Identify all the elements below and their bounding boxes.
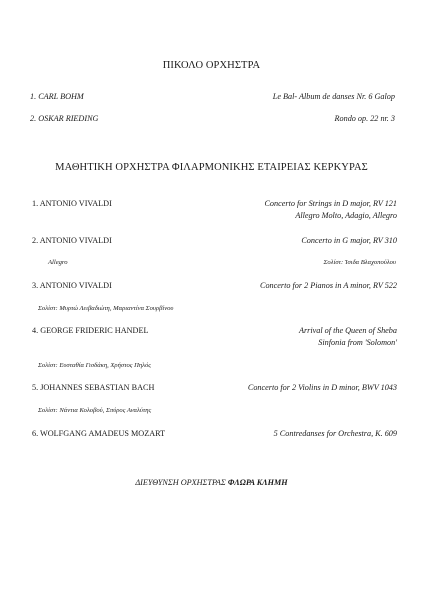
work-title: Rondo op. 22 nr. 3 — [334, 114, 395, 123]
composer-name: 2. ANTONIO VIVALDI — [32, 236, 112, 245]
work-subtitle: Allegro Molto, Adagio, Allegro — [295, 211, 397, 220]
work-title: Concerto in G major, RV 310 — [301, 236, 397, 245]
soloist-line: Σολίστ: Ίσιδα Βλαχοπούλου — [323, 259, 396, 266]
work-title: Concerto for 2 Violins in D minor, BWV 1043 — [247, 383, 397, 392]
composer-name: 3. ANTONIO VIVALDI — [32, 281, 112, 290]
composer-name: 1. ANTONIO VIVALDI — [32, 199, 112, 208]
section-title-piccolo-orchestra: ΠΙΚΟΛΟ ΟΡΧΗΣΤΡΑ — [162, 60, 261, 71]
work-title: Arrival of the Queen of Sheba — [298, 326, 397, 335]
soloist-line: Σολίστ: Νάντια Κολοβού, Σπύρος Αναλύτης — [38, 407, 152, 414]
director-label: ΔΙΕΥΘΥΝΣΗ ΟΡΧΗΣΤΡΑΣ — [135, 478, 226, 487]
composer-name: 2. OSKAR RIEDING — [30, 114, 99, 123]
director-name: ΦΛΩΡΑ ΚΛΗΜΗ — [227, 478, 288, 487]
soloist-line: Σολίστ: Ευσταθία Γισδάκη, Χρήστος Πηλός — [38, 362, 151, 369]
work-title: 5 Contredanses for Orchestra, K. 609 — [273, 429, 397, 438]
composer-name: 5. JOHANNES SEBASTIAN BACH — [32, 383, 155, 392]
work-title: Concerto for Strings in D major, RV 121 — [264, 199, 397, 208]
composer-name: 4. GEORGE FRIDERIC HANDEL — [32, 326, 149, 335]
soloist-line: Σολίστ: Μυρτώ Λειβαδιώτη, Μαριαντίνα Σουρβίνου — [38, 305, 174, 312]
composer-name: 1. CARL BOHM — [30, 92, 84, 101]
orchestra-director — [0, 478, 423, 487]
work-subtitle: Sinfonia from 'Solomon' — [318, 338, 397, 347]
composer-name: 6. WOLFGANG AMADEUS MOZART — [32, 429, 166, 438]
movement-note: Allegro — [48, 259, 68, 266]
work-title: Le Bal- Album de danses Nr. 6 Galop — [272, 92, 395, 101]
work-title: Concerto for 2 Pianos in A minor, RV 522 — [260, 281, 397, 290]
section-title-student-orchestra: ΜΑΘΗΤΙΚΗ ΟΡΧΗΣΤΡΑ ΦΙΛΑΡΜΟΝΙΚΗΣ ΕΤΑΙΡΕΙΑΣ ΚΕΡΚΥΡΑΣ — [55, 162, 368, 173]
